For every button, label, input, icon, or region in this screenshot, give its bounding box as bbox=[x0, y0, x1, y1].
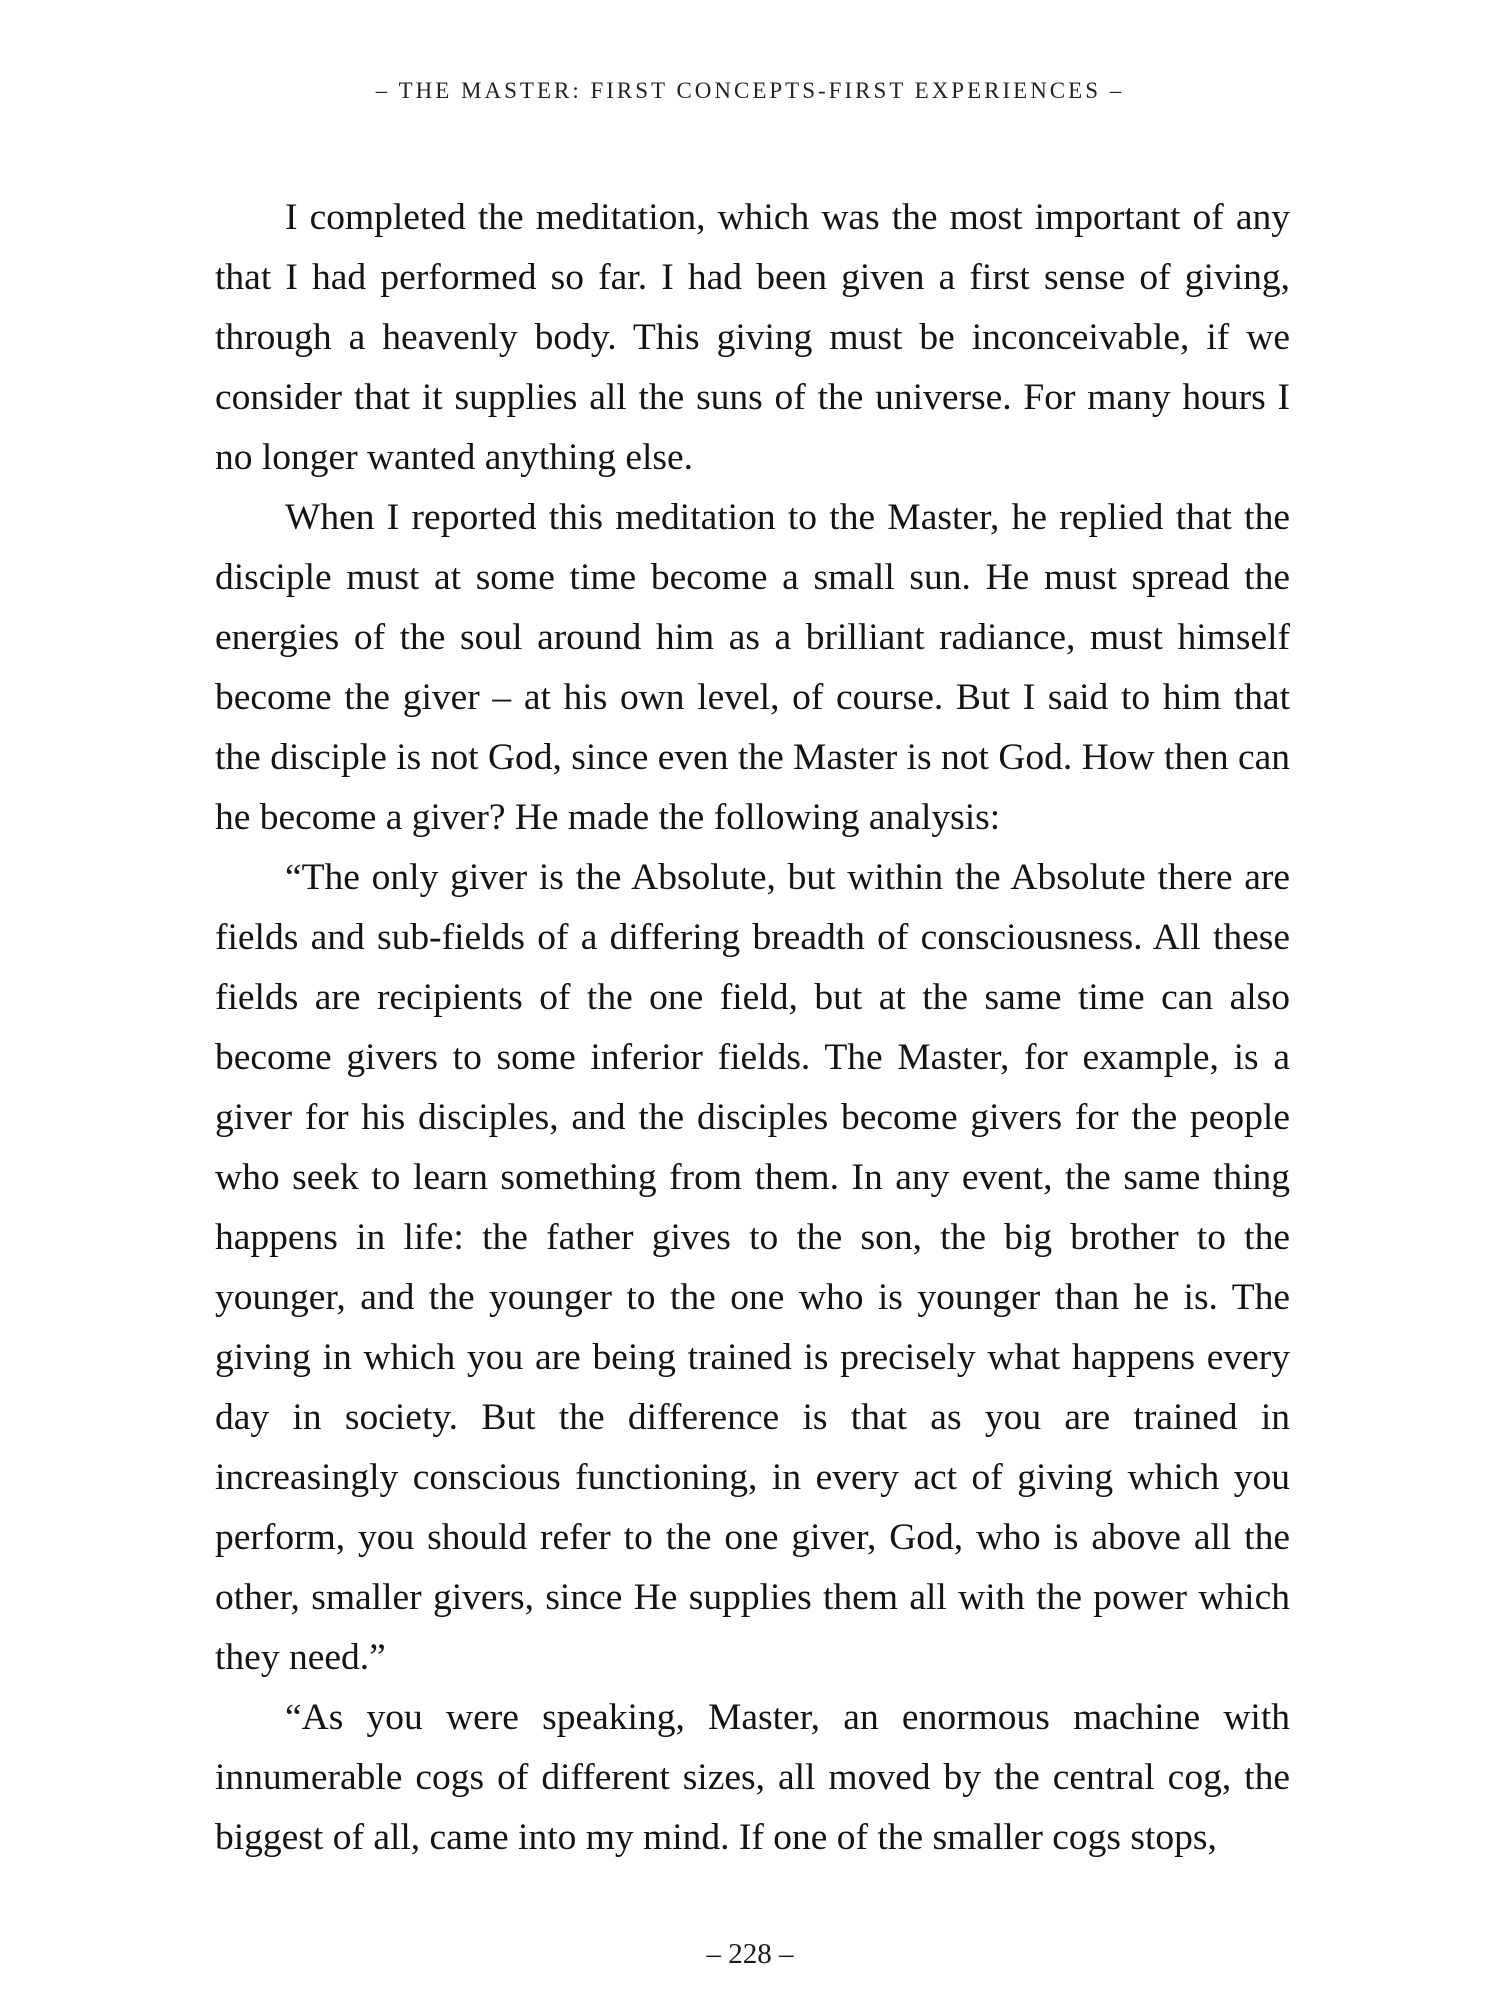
paragraph-meditation-completed: I completed the meditation, which was the most important of any that I had performed so far. I had been given a first sense of giving, through a heavenly body. This giving must be inconceivable, if we consider that it supplies all the suns of the universe. For many hours I no longer wanted anything else. bbox=[215, 197, 1290, 478]
paragraph-report-to-master: When I reported this meditation to the Master, he replied that the disciple must at some time become a small sun. He must spread the energies of the soul around him as a brilliant radiance, must himself become the giver – at his own level, of course. But I said to him that the disciple is not God, since even the Master is not God. How then can he become a giver? He made the following analysis: bbox=[215, 497, 1290, 838]
running-header: – THE MASTER: FIRST CONCEPTS-FIRST EXPERIENCES – bbox=[375, 78, 1125, 103]
body-text bbox=[215, 188, 1290, 1868]
paragraph-machine-cogs: “As you were speaking, Master, an enormous machine with innumerable cogs of different sizes, all moved by the central cog, the biggest of all, came into my mind. If one of the smaller cogs stops, bbox=[215, 1697, 1290, 1858]
paragraph-master-analysis: “The only giver is the Absolute, but within the Absolute there are fields and sub-fields of a differing breadth of consciousness. All these fields are recipients of the one field, but at the same time can also become givers to some inferior fields. The Master, for example, is a giver for his disciples, and the disciples become givers for the people who seek to learn something from them. In any event, the same thing happens in life: the father gives to the son, the big brother to the younger, and the younger to the one who is younger than he is. The giving in which you are being trained is precisely what happens every day in society. But the difference is that as you are trained in increasingly conscious functioning, in every act of giving which you perform, you should refer to the one giver, God, who is above all the other, smaller givers, since He supplies them all with the power which they need.” bbox=[215, 857, 1290, 1678]
page-number: – 228 – bbox=[706, 1938, 794, 1970]
